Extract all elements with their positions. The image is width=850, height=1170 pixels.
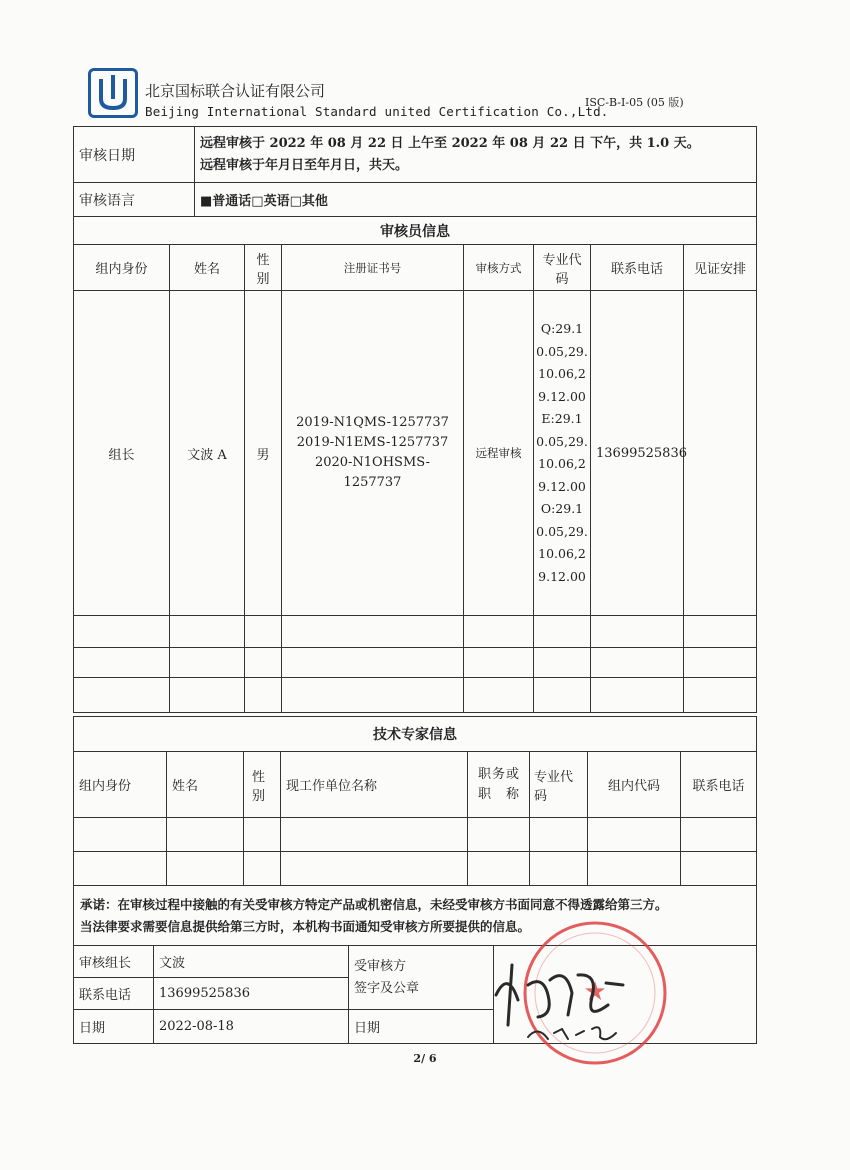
date-value: 2022-08-18: [154, 1010, 349, 1044]
expert-header-gender: 性别: [244, 752, 281, 818]
commitment-line2: 当法律要求需要信息提供给第三方时，本机构书面通知受审核方所要提供的信息。: [80, 918, 531, 934]
commitment-line1: 承诺：在审核过程中接触的有关受审核方特定产品或机密信息，未经受审核方书面同意不得透露给第三方。: [80, 896, 668, 912]
expert-header-code: 专业代码: [530, 752, 588, 818]
auditor-certs: [282, 291, 464, 616]
auditee-label: 受审核方 签字及公章: [349, 946, 494, 1010]
expert-header-role: 组内身份: [74, 752, 167, 818]
company-name-en: Beijing International Standard united Certification Co.,Ltd.: [145, 104, 609, 119]
auditee-date-label: 日期: [349, 1010, 494, 1044]
auditor-method: 远程审核: [464, 291, 534, 616]
auditor-header-name: 姓名: [170, 245, 245, 291]
auditor-header-method: 审核方式: [464, 245, 534, 291]
logo-icon: [91, 71, 135, 115]
auditor-cert-ems: 2019-N1EMS-1257737: [296, 435, 449, 450]
expert-header-name: 姓名: [167, 752, 244, 818]
expert-table: [73, 716, 757, 886]
table-row: [74, 616, 757, 648]
auditor-phone: 13699525836: [591, 291, 684, 616]
form-code: ISC-B-I-05 (05 版): [585, 96, 684, 109]
auditor-header-cert: 注册证书号: [282, 245, 464, 291]
auditor-table: [73, 216, 757, 713]
handwritten-signature: [488, 955, 638, 1050]
company-logo: [88, 68, 138, 118]
expert-section-title: 技术专家信息: [74, 717, 757, 752]
leader-label: 审核组长: [74, 946, 154, 978]
phone-value: 13699525836: [154, 978, 349, 1010]
auditor-cert-ohsms: 2020-N1OHSMS-1257737: [314, 455, 431, 490]
audit-info-table: [73, 126, 757, 217]
table-row: [74, 678, 757, 713]
auditor-header-code: 专业代码: [534, 245, 591, 291]
auditor-header-phone: 联系电话: [591, 245, 684, 291]
audit-date-line1: 远程审核于 2022 年 08 月 22 日 上午至 2022 年 08 月 22 日 下午，共 1.0 天。: [200, 135, 700, 151]
svg-text:★: ★: [583, 977, 607, 1007]
table-row: [74, 818, 757, 852]
table-row: [74, 852, 757, 886]
company-name-cn: 北京国标联合认证有限公司: [145, 82, 326, 100]
audit-language-value: ■普通话□英语□其他: [195, 183, 757, 217]
table-row: [74, 648, 757, 678]
auditor-codes: Q:29.10.05,29.10.06,29.12.00 E:29.10.05,29.10.06,29.12.00 O:29.10.05,29.10.06,29.12.00: [534, 291, 591, 616]
auditor-role: 组长: [74, 291, 170, 616]
expert-header-group-code: 组内代码: [588, 752, 681, 818]
audit-date-line2: 远程审核于年月日至年月日，共天。: [200, 157, 409, 173]
auditor-gender: 男: [245, 291, 282, 616]
date-label: 日期: [74, 1010, 154, 1044]
auditor-witness: [684, 291, 757, 616]
auditor-header-witness: 见证安排: [684, 245, 757, 291]
auditor-section-title: 审核员信息: [74, 217, 757, 245]
page-number: 2/ 6: [413, 1052, 437, 1065]
audit-date-label: 审核日期: [74, 127, 195, 183]
auditor-header-role: 组内身份: [74, 245, 170, 291]
auditor-name: 文波 A: [170, 291, 245, 616]
table-row: [74, 291, 757, 616]
audit-date-value: [195, 127, 757, 183]
audit-language-label: 审核语言: [74, 183, 195, 217]
auditor-header-gender: 性别: [245, 245, 282, 291]
auditor-cert-qms: 2019-N1QMS-1257737: [296, 415, 449, 430]
leader-value: 文波: [154, 946, 349, 978]
expert-header-title: 职务或职称: [468, 752, 530, 818]
expert-header-phone: 联系电话: [681, 752, 757, 818]
phone-label: 联系电话: [74, 978, 154, 1010]
expert-header-employer: 现工作单位名称: [281, 752, 468, 818]
